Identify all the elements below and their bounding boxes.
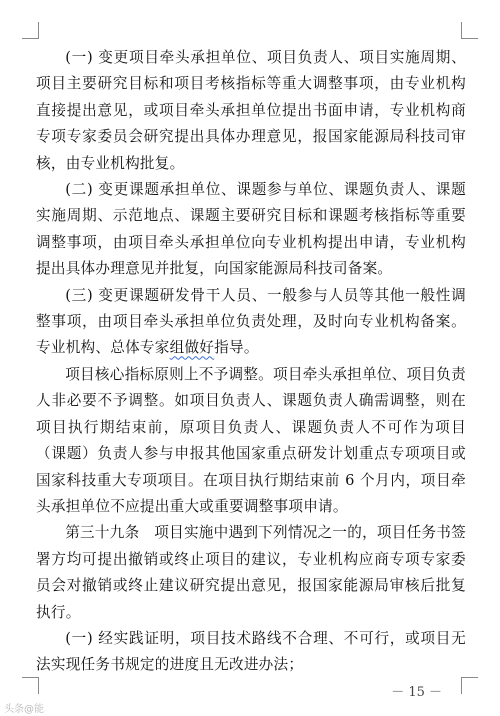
- paragraph-item-2: (二) 变更课题承担单位、课题参与单位、课题负责人、课题实施周期、示范地点、课题主要研究目标和课题考核指标等重要调整事项，由项目牵头承担单位向专业机构提出申请，专业机构提出具体办理意见并批复，向国家能源局科技司备案。: [36, 181, 466, 278]
- document-body[interactable]: [36, 45, 466, 679]
- paragraph-item-1: (一) 变更项目牵头承担单位、项目负责人、项目实施周期、项目主要研究目标和项目考核指标等重大调整事项，由专业机构直接提出意见，或项目牵头承担单位提出书面申请，专业机构商专项专家委员会研究提出具体办理意见，报国家能源局科技司审核，由专业机构批复。: [36, 49, 466, 172]
- paragraph-core-indicators: 项目核心指标原则上不予调整。项目牵头承担单位、项目负责人非必要不予调整。如项目负责人、课题负责人确需调整，则在项目执行期结束前，原项目负责人、课题负责人不可作为项目（课题）负责人参与申报其他国家重点研发计划重点专项项目或国家科技重大专项项目。在项目执行期结束前 6 个月内，项目牵头承担单位不应提出重大或重要调整事项申请。: [36, 365, 466, 515]
- paragraph-item-1-termination: (一) 经实践证明，项目技术路线不合理、不可行，或项目无法实现任务书规定的进度且无改进办法；: [36, 629, 466, 674]
- paragraph-item-3: (三) 变更课题研发骨干人员、一般参与人员等其他一般性调整事项，由项目牵头承担单位负责处理，及时向专业机构备案。专业机构、总体专家组做好指导。: [36, 286, 466, 357]
- paragraph-article-39: 第三十九条 项目实施中遇到下列情况之一的，项目任务书签署方均可提出撤销或终止项目的建议，专业机构应商专项专家委员会对撤销或终止建议研究提出意见，报国家能源局审核后批复执行。: [36, 524, 466, 621]
- margin-corner-mark-bottom-right: [461, 677, 478, 694]
- margin-corner-mark-top-left: [22, 22, 39, 39]
- margin-corner-mark-bottom-left: [22, 677, 39, 694]
- spellcheck-underlined-text: 组做好: [169, 339, 215, 357]
- margin-corner-mark-top-right: [461, 22, 478, 39]
- source-watermark: 头条@能: [4, 704, 44, 715]
- page-number: － 15 －: [391, 685, 442, 700]
